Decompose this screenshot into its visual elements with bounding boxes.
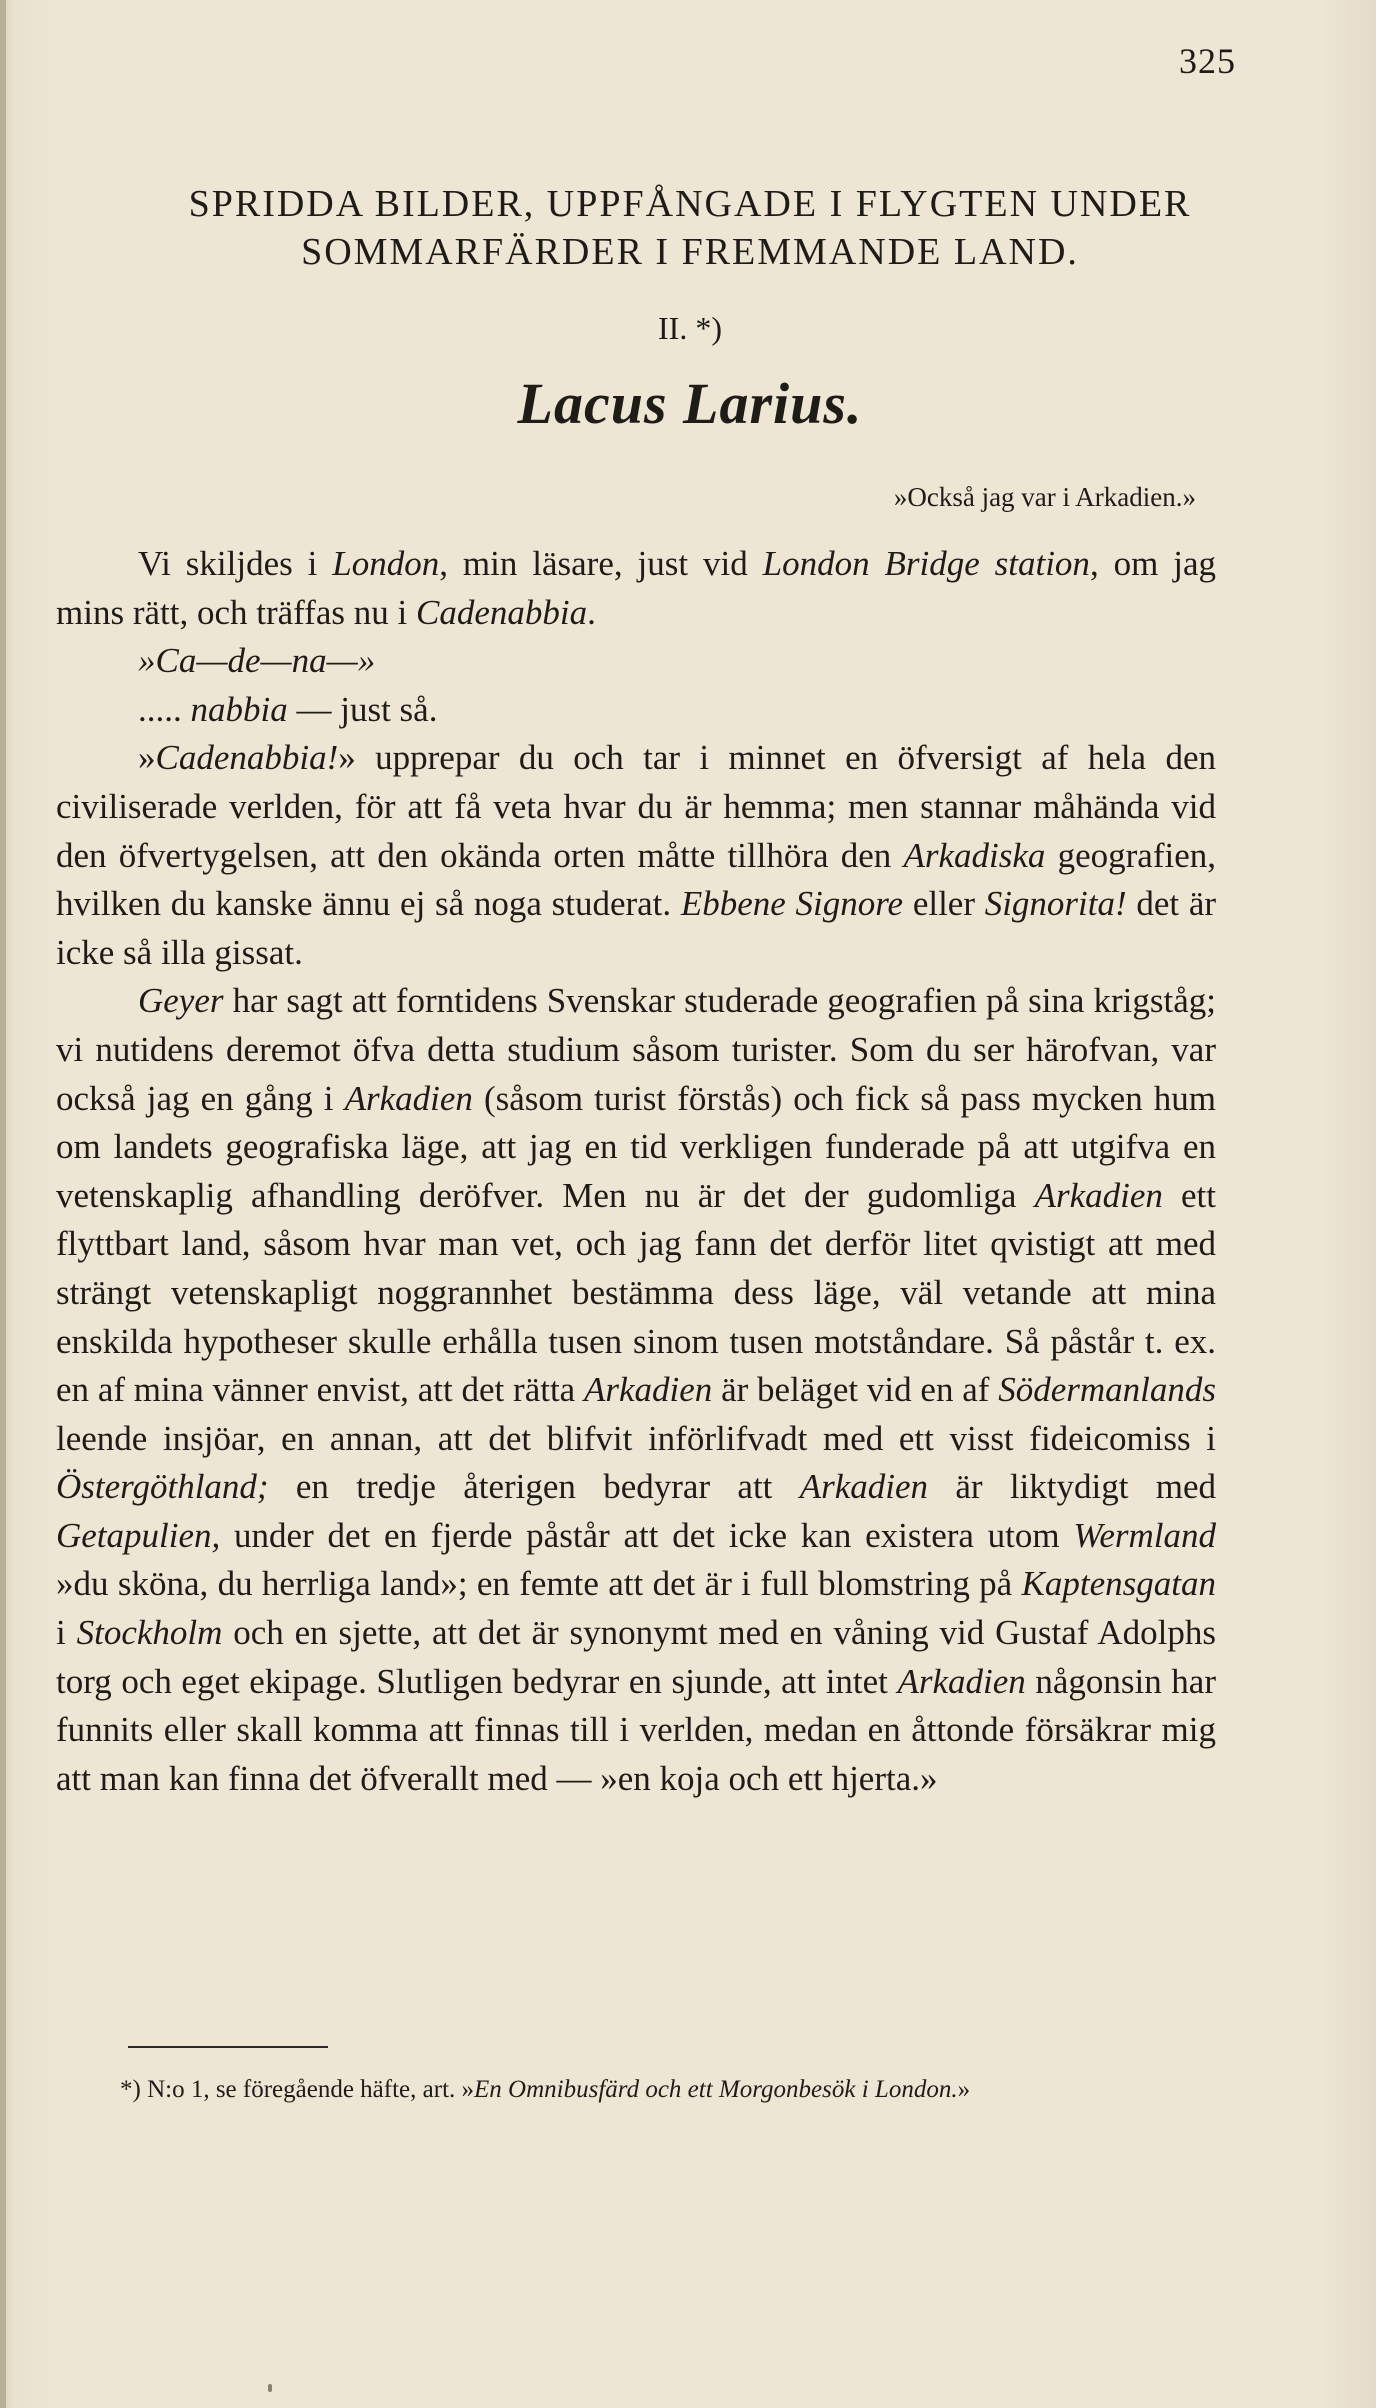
page-number: 325 (1179, 41, 1236, 81)
paragraph: Geyer har sagt att forntidens Svenskar studerade geografien på sina krigståg; vi nutidens deremot öfva detta studium såsom turister. Som du ser härofvan, var också jag en gång i Arkadien (såsom turist förstås) och fick så pass mycken hum om landets geografiska läge, att jag en tid verkligen funderade på att utgifva en vetenskaplig afhandling deröfver. Men nu är det der gudomliga Arkadien ett flyttbart land, såsom hvar man vet, och jag fann det derför litet qvistigt att med strängt vetenskapligt noggrannhet bestämma dess läge, väl vetande att mina enskilda hypotheser skulle erhålla tusen sinom tusen motståndare. Så påstår t. ex. en af mina vänner envist, att det rätta Arkadien är beläget vid en af Södermanlands leende insjöar, en annan, att det blifvit införlifvadt med ett visst fideicomiss i Östergöthland; en tredje återigen bedyrar att Arkadien är liktydigt med Getapulien, under det en fjerde påstår att det icke kan existera utom Wermland »du sköna, du herrliga land»; en femte att det är i full blomstring på Kaptensgatan i Stockholm och en sjette, att det är synonymt med en våning vid Gustaf Adolphs torg och eget ekipage. Slutligen bedyrar en sjunde, att intet Arkadien någonsin har funnits eller skall komma att finnas till i verlden, medan en åttonde försäkrar mig att man kan finna det öfverallt med — »en koja och ett hjerta.» (56, 981, 1217, 1798)
footnote-divider (128, 2046, 328, 2048)
page-spine-edge (0, 0, 6, 2408)
epigraph: »Också jag var i Arkadien.» (893, 482, 1196, 512)
section-heading: Lacus Larius. (517, 371, 863, 436)
article-title-line-1: SPRIDDA BILDER, UPPFÅNGADE I FLYGTEN UNDER (188, 183, 1192, 225)
part-number: II. *) (658, 310, 722, 346)
article-title-line-2: SOMMARFÄRDER I FREMMANDE LAND. (301, 231, 1079, 273)
paragraph: »Ca—de—na—» (138, 641, 376, 681)
body-text (56, 540, 1216, 1803)
paragraph: ..... nabbia — just så. (138, 689, 438, 729)
footnote: *) N:o 1, se föregående häfte, art. »En Omnibusfärd och ett Morgonbesök i London.» (120, 2076, 971, 2103)
paragraph: Vi skiljdes i London, min läsare, just vid London Bridge station, om jag mins rätt, och träffas nu i Cadenabbia. (56, 544, 1216, 632)
paragraph: »Cadenabbia!» upprepar du och tar i minnet en öfversigt af hela den civiliserade verlden, för att få veta hvar du är hemma; men stannar måhända vid den öfvertygelsen, att den okända orten måtte tillhöra den Arkadiska geografien, hvilken du kanske ännu ej så noga studerat. Ebbene Signore eller Signorita! det är icke så illa gissat. (56, 738, 1217, 972)
paper-speck (268, 2384, 272, 2392)
